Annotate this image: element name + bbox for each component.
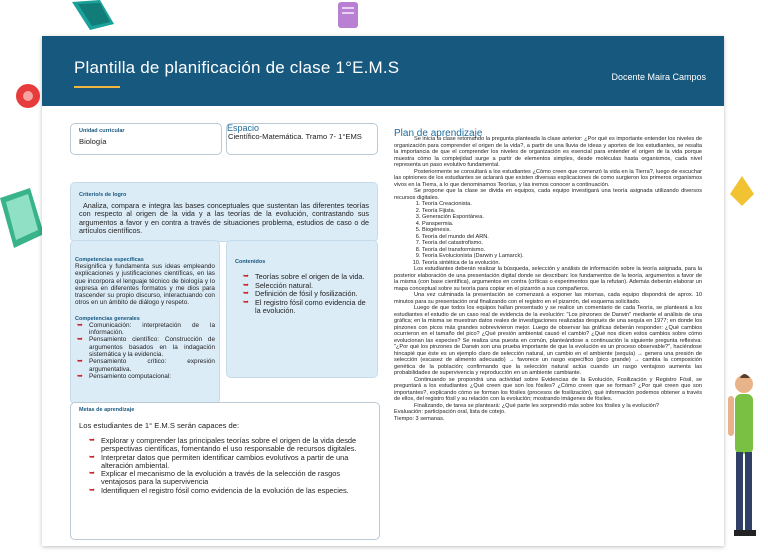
arrow-bullet-icon: ➥ bbox=[89, 453, 95, 461]
contenidos-label: Contenidos bbox=[235, 259, 266, 265]
red-flower-sticker-icon bbox=[14, 82, 42, 110]
list-item: ➥ Explorar y comprender las principales teorías sobre el origen de la vida desde perspectivas científicas, fomentando el uso responsable de recursos digitales. bbox=[89, 436, 357, 454]
list-item: ➥ Comunicación: interpretación de la información. bbox=[77, 321, 215, 337]
plan-paragraph: Se propone que la clase se divida en equipos, cada equipo investigará una teoría asignada utilizando diversos recursos digitales. bbox=[394, 188, 702, 201]
arrow-bullet-icon: ➥ bbox=[89, 437, 95, 444]
plan-paragraph: Una vez culminada la presentación se comenzará a exponer las mismas, cada equipo dispondrá de aprox. 10 minutos para su presentación oral finalizando con el registro en el pizarrón, del esquema solicitado. bbox=[394, 292, 702, 305]
arrow-bullet-icon: ➥ bbox=[77, 336, 83, 344]
plan-paragraph: Posteriormente se consultará a los estudiantes ¿Cómo creen que comenzó la vida en la Tierra?, luego de escuchar las opiniones de los estudiantes se aclarará que existen diversas explicaciones de como surgieron los primeros organismos vivos en la Tierra, a lo que denominamos Teorías, y las iremos conocer a continuación. bbox=[394, 168, 702, 188]
unidad-curricular-value: Biología bbox=[79, 137, 107, 146]
list-item: ➥ Definición de fósil y fosilización. bbox=[243, 289, 358, 299]
competencias-generales-list bbox=[75, 322, 215, 380]
list-item: ➥ Interpretar datos que permiten identificar cambios evolutivos a partir de una alteración ambiental. bbox=[89, 452, 349, 470]
list-item: ➥ Teorías sobre el origen de la vida. bbox=[243, 272, 365, 281]
list-item: 6. Teoría del mundo del ARN. bbox=[422, 234, 702, 241]
plan-paragraph: Se inicia la clase retomando la pregunta planteada la clase anterior: ¿Por qué es importante entender los niveles de organización para comprender el origen de la vida?, a partir de una lluvia de ideas y aportes de los estudiantes, se resalta la importancia de que el comprender los niveles de organización es esencial para entender el origen de la vida porque muestra cómo la complejidad surge a partir de elementos simples, desde moléculas hasta organismos, cada nivel representa un paso evolutivo fundamental. bbox=[394, 136, 702, 168]
list-item: 1. Teoría Creacionista. bbox=[422, 201, 702, 208]
plan-paragraph: Continuando se propondrá una actividad sobre Evidencias de la Evolución, Fosilización y Registro Fósil, se preguntará a los estudiantes ¿Qué creen que son los fósiles? ¿Cómo creen que se forman? ¿Por qué creen que son importantes?, explicando cómo se forman los fósiles (procesos de fosilización), qué información podemos obtener a través de ellos, del registro fósil y su relación con la evolución; mostrando imágenes de fósiles. bbox=[394, 376, 702, 402]
list-item: 10. Teoría sintética de la evolución. bbox=[422, 260, 702, 267]
plan-evaluacion: Evaluación: participación oral, lista de cotejo. bbox=[394, 409, 506, 415]
list-item: ➥ Pensamiento crítico: expresión argumentativa. bbox=[77, 358, 215, 373]
espacio-label: Espacio bbox=[227, 123, 260, 133]
arrow-bullet-icon: ➥ bbox=[243, 290, 249, 298]
arrow-bullet-icon: ➥ bbox=[77, 358, 83, 366]
metas-aprendizaje-box bbox=[70, 402, 380, 540]
list-item: 2. Teoría Fijista. bbox=[422, 208, 702, 215]
arrow-bullet-icon: ➥ bbox=[89, 470, 95, 478]
yellow-shape-sticker-icon bbox=[730, 176, 754, 206]
criterio-logro-box bbox=[70, 182, 378, 242]
list-item: 5. Biogénesis. bbox=[422, 227, 702, 234]
green-laptop-sticker-icon bbox=[0, 188, 44, 250]
metas-aprendizaje-label: Metas de aprendizaje bbox=[79, 407, 135, 413]
competencias-generales-label: Competencias generales bbox=[75, 315, 140, 322]
plan-paragraph: Los estudiantes deberán realizar la búsqueda, selección y análisis de información sobre la teoría asignada, para la posterior elaboración de una presentación digital donde se describan: los fundamentos de la teoría, argumentos a favor de la misma (con base científica), argumentos en contra (críticas o experimentos que la refutan). Además deberán elaborar un mapa conceptual sobre su teoría para copiar en el pizarrón a sus compañeros. bbox=[394, 266, 702, 292]
criterio-logro-text: Analiza, compara e integra las bases conceptuales que sustentan las diferentes teorías con respecto al origen de la vida y a las teorías de la evolución, contrastando sus argumentos a favor y en contra a través de situaciones problema, estudios de caso o de artículos científicos. bbox=[79, 201, 369, 236]
list-item: 4. Panspermia. bbox=[422, 221, 702, 228]
plan-aprendizaje-title: Plan de aprendizaje bbox=[394, 128, 483, 139]
arrow-bullet-icon: ➥ bbox=[243, 298, 249, 306]
contenidos-list bbox=[231, 273, 373, 316]
teal-notebook-sticker-icon bbox=[70, 0, 116, 30]
plan-paragraph: Luego de que todos los equipos hallan presentado y se realice un comentario de cada Teoría, se planteará a los estudiantes el estudio de un caso real de evidencia de la evolución: "Los pinzones de Darwin" mediante el análisis de una gráfica; en la misma se muestran datos reales de investigaciones realizadas después de una sequía en 1977; en donde los pinzones con picos más grandes sobrevivieron mejor. Luego de observar las gráficas deberán responder: ¿Qué cambios ocurrieron en el tamaño del pico? ¿Qué presión ambiental causó el cambio? ¿Qué nos dicen estos cambios sobre cómo evolucionan las especies? Se realiza una puesta en común, planteándose a continuación la siguiente pregunta reflexiva: "¿Por qué los pinzones de Darwin son una prueba importante de que la evolución es un proceso observable?", haciéndose hincapié que éste es un ejemplo claro de selección natural, un cambio en el ambiente (sequía) → genera una presión de selección (escasez de alimento adecuado) → favorece un rasgo específico (pico grande) → cambia la composición genética de la población; confirmando que la selección natural actúa cuando un rasgo ventajoso aumenta las probabilidades de supervivencia y reproducción en un ambiente cambiante. bbox=[394, 305, 702, 376]
lesson-plan-sheet bbox=[42, 36, 724, 546]
list-item: ➥ El registro fósil como evidencia de la evolución. bbox=[243, 297, 366, 316]
contenidos-box bbox=[226, 240, 378, 378]
list-item: ➥ Pensamiento computacional: bbox=[77, 372, 172, 380]
espacio-value: Científico-Matemática. Tramo 7- 1°EMS bbox=[228, 132, 362, 141]
list-item: ➥ Explicar el mecanismo de la evolución a través de la selección de rasgos ventajosos para la supervivencia bbox=[89, 469, 341, 487]
teorias-list bbox=[394, 201, 702, 266]
unidad-curricular-label: Unidad curricular bbox=[79, 128, 125, 134]
list-item: ➥ Identifiquen el registro fósil como evidencia de la evolución de las especies. bbox=[89, 485, 349, 495]
criterio-logro-label: Criterio/s de logro bbox=[79, 192, 127, 198]
list-item: ➥ Pensamiento científico: Construcción de argumentos basados en la indagación sistemática y la evidencia. bbox=[77, 336, 215, 358]
competencias-especificas-label: Competencias específicas bbox=[75, 257, 144, 263]
arrow-bullet-icon: ➥ bbox=[77, 372, 83, 380]
unidad-curricular-box bbox=[70, 123, 222, 155]
plan-tiempo: Tiempo: 3 semanas. bbox=[394, 415, 445, 422]
competencias-box bbox=[70, 240, 220, 404]
purple-book-sticker-icon bbox=[336, 0, 360, 30]
arrow-bullet-icon: ➥ bbox=[243, 273, 249, 280]
plan-aprendizaje-text bbox=[394, 136, 702, 422]
competencias-especificas-text: Resignifica y fundamenta sus ideas empleando explicaciones y justificaciones científicas, en las que incorpora el lenguaje técnico de biología y lo expresa en diferentes formatos y me dios para trascender su propio discurso, interactuando con otros en un ámbito de diálogo y respeto. bbox=[75, 263, 215, 307]
metas-intro: Los estudiantes de 1° E.M.S serán capaces de: bbox=[79, 421, 240, 430]
espacio-box bbox=[226, 123, 378, 155]
arrow-bullet-icon: ➥ bbox=[243, 281, 249, 289]
list-item: 7. Teoría del catastrofismo. bbox=[422, 240, 702, 247]
metas-list bbox=[79, 437, 371, 495]
header-banner bbox=[42, 36, 724, 106]
list-item: 3. Generación Espontánea. bbox=[422, 214, 702, 221]
arrow-bullet-icon: ➥ bbox=[89, 486, 95, 494]
person-figure-illustration-icon bbox=[724, 372, 768, 556]
title-underline bbox=[74, 86, 120, 88]
page-title: Plantilla de planificación de clase 1°E.M.S bbox=[74, 58, 400, 77]
list-item: ➥ Selección natural. bbox=[243, 280, 314, 290]
plan-paragraph: Finalizando, de tarea se planteará: ¿Qué parte les sorprendió más sobre los fósiles y la evolución? bbox=[414, 402, 660, 409]
arrow-bullet-icon: ➥ bbox=[77, 321, 83, 329]
teacher-name: Docente Maira Campos bbox=[611, 72, 706, 82]
list-item: 8. Teoría del transformismo. bbox=[422, 247, 702, 254]
list-item: 9. Teoría Evolucionista (Darwin y Lamarck). bbox=[422, 253, 702, 260]
